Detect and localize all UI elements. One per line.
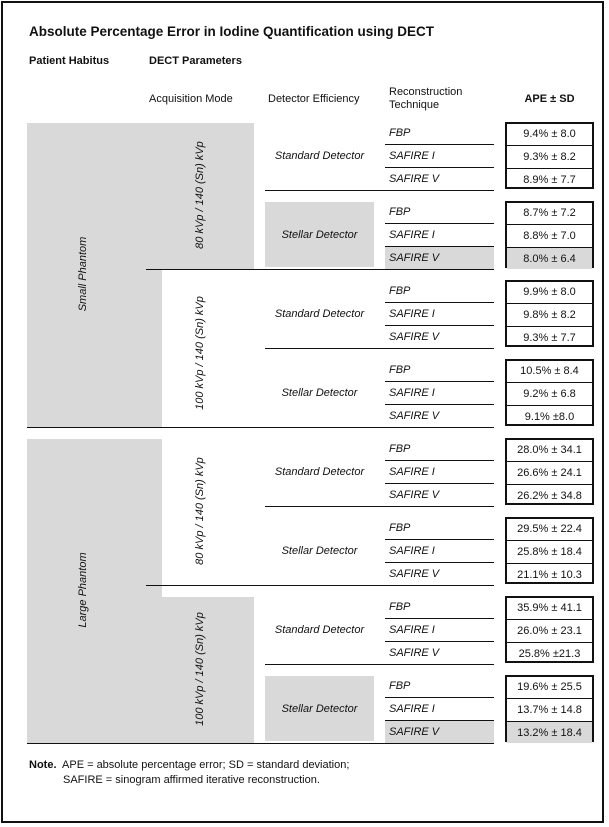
ape-value: 9.3% ± 7.7 (523, 331, 576, 344)
ape-box (505, 122, 594, 189)
technique-label: SAFIRE I (389, 228, 435, 241)
technique-label: SAFIRE I (389, 465, 435, 478)
detector-label: Stellar Detector (281, 228, 358, 241)
header-reconstruction-line2: Technique (389, 99, 440, 111)
ape-value: 9.9% ± 8.0 (523, 285, 576, 298)
detector-divider (265, 506, 494, 507)
ape-value: 25.8% ±21.3 (518, 647, 581, 660)
ape-value: 28.0% ± 34.1 (517, 443, 582, 456)
detector-divider (265, 664, 494, 665)
ape-row-divider (507, 484, 592, 485)
technique-row-divider (385, 697, 494, 698)
ape-value: 8.8% ± 7.0 (523, 229, 576, 242)
ape-box (505, 201, 594, 268)
ape-row-divider (507, 224, 592, 225)
technique-label: SAFIRE V (389, 251, 440, 264)
detector-label: Stellar Detector (281, 386, 358, 399)
technique-row-divider (385, 483, 494, 484)
technique-row-divider (385, 720, 494, 721)
ape-row-divider (507, 540, 592, 541)
technique-label: SAFIRE I (389, 623, 435, 636)
detector-label: Standard Detector (274, 623, 365, 636)
technique-label: SAFIRE V (389, 725, 440, 738)
table-title: Absolute Percentage Error in Iodine Quantification using DECT (29, 24, 435, 39)
technique-label: FBP (389, 284, 411, 297)
ape-value: 25.8% ± 18.4 (517, 545, 582, 558)
acquisition-mode-label: 80 kVp / 140 (Sn) kVp (194, 457, 206, 565)
ape-value: 26.6% ± 24.1 (517, 466, 582, 479)
technique-label: SAFIRE I (389, 149, 435, 162)
acquisition-mode-label: 100 kVp / 140 (Sn) kVp (194, 296, 206, 410)
ape-value: 8.9% ± 7.7 (523, 173, 576, 186)
ape-value: 9.8% ± 8.2 (523, 308, 576, 321)
note-line2: SAFIRE = sinogram affirmed iterative reconstruction. (63, 774, 320, 786)
table-note (29, 758, 349, 788)
technique-label: SAFIRE I (389, 544, 435, 557)
ape-value: 19.6% ± 25.5 (517, 680, 582, 693)
ape-row-divider (507, 326, 592, 327)
detector-label: Standard Detector (274, 307, 365, 320)
ape-box (505, 280, 594, 347)
ape-box (505, 596, 594, 663)
ape-value: 35.9% ± 41.1 (517, 601, 582, 614)
phantom-label: Large Phantom (76, 552, 89, 628)
technique-label: SAFIRE V (389, 567, 440, 580)
note-line1: APE = absolute percentage error; SD = standard deviation; (62, 759, 350, 771)
technique-label: SAFIRE I (389, 386, 435, 399)
technique-row-divider (385, 641, 494, 642)
technique-row-divider (385, 381, 494, 382)
detector-divider (265, 190, 494, 191)
technique-row-divider (385, 167, 494, 168)
phantom-cell-shade (27, 123, 162, 427)
technique-label: SAFIRE V (389, 172, 440, 185)
ape-value: 13.7% ± 14.8 (517, 703, 582, 716)
header-acquisition-mode: Acquisition Mode (149, 93, 233, 105)
technique-label: FBP (389, 600, 411, 613)
technique-row-divider (385, 223, 494, 224)
technique-row-divider (385, 144, 494, 145)
header-detector-efficiency: Detector Efficiency (268, 93, 360, 105)
header-ape-sd: APE ± SD (524, 93, 575, 105)
technique-row-divider (385, 460, 494, 461)
technique-row-divider (385, 325, 494, 326)
note-label: Note. (29, 759, 57, 771)
acquisition-mode-label: 100 kVp / 140 (Sn) kVp (194, 612, 206, 726)
technique-label: FBP (389, 363, 411, 376)
phantom-cell-shade (27, 439, 162, 743)
technique-label: FBP (389, 205, 411, 218)
ape-value: 26.2% ± 34.8 (517, 489, 582, 502)
ape-value: 29.5% ± 22.4 (517, 522, 582, 535)
header-reconstruction-line1: Reconstruction (389, 86, 463, 98)
detector-label: Stellar Detector (281, 544, 358, 557)
mode-divider (146, 269, 494, 270)
detector-label: Stellar Detector (281, 702, 358, 715)
technique-row-divider (385, 539, 494, 540)
phantom-label: Small Phantom (76, 236, 89, 312)
technique-label: FBP (389, 442, 411, 455)
technique-label: SAFIRE V (389, 646, 440, 659)
acquisition-mode-label: 80 kVp / 140 (Sn) kVp (194, 141, 206, 249)
technique-label: SAFIRE V (389, 488, 440, 501)
ape-value: 9.1% ±8.0 (524, 410, 575, 423)
technique-row-divider (385, 246, 494, 247)
ape-value: 13.2% ± 18.4 (517, 726, 582, 739)
ape-row-divider (507, 619, 592, 620)
ape-value: 9.3% ± 8.2 (523, 150, 576, 163)
ape-row-divider (507, 145, 592, 146)
ape-value: 10.5% ± 8.4 (520, 364, 579, 377)
detector-label: Standard Detector (274, 149, 365, 162)
ape-row-divider (507, 382, 592, 383)
technique-label: FBP (389, 521, 411, 534)
ape-row-divider (507, 563, 592, 564)
header-reconstruction-technique (389, 86, 462, 112)
technique-row-divider (385, 562, 494, 563)
ape-box (505, 438, 594, 505)
header-patient-habitus: Patient Habitus (29, 55, 110, 67)
ape-row-divider (507, 303, 592, 304)
ape-value: 8.0% ± 6.4 (523, 252, 576, 265)
ape-row-divider (507, 461, 592, 462)
detector-divider (265, 348, 494, 349)
technique-label: SAFIRE I (389, 307, 435, 320)
technique-label: SAFIRE V (389, 330, 440, 343)
ape-value: 21.1% ± 10.3 (517, 568, 582, 581)
phantom-divider (27, 743, 494, 744)
ape-value: 8.7% ± 7.2 (523, 206, 576, 219)
ape-row-divider (507, 405, 592, 406)
technique-row-divider (385, 404, 494, 405)
header-dect-parameters: DECT Parameters (149, 55, 242, 67)
ape-value: 9.4% ± 8.0 (523, 127, 576, 140)
ape-value: 9.2% ± 6.8 (523, 387, 576, 400)
ape-row-divider (507, 168, 592, 169)
ape-value: 26.0% ± 23.1 (517, 624, 582, 637)
mode-divider (146, 585, 494, 586)
ape-box (505, 359, 594, 426)
ape-row-divider (507, 698, 592, 699)
technique-label: FBP (389, 126, 411, 139)
ape-box (505, 517, 594, 584)
detector-label: Standard Detector (274, 465, 365, 478)
phantom-divider (27, 427, 494, 428)
technique-row-divider (385, 618, 494, 619)
ape-row-divider (507, 642, 592, 643)
ape-box (505, 675, 594, 742)
technique-label: FBP (389, 679, 411, 692)
technique-label: SAFIRE V (389, 409, 440, 422)
technique-label: SAFIRE I (389, 702, 435, 715)
technique-row-divider (385, 302, 494, 303)
